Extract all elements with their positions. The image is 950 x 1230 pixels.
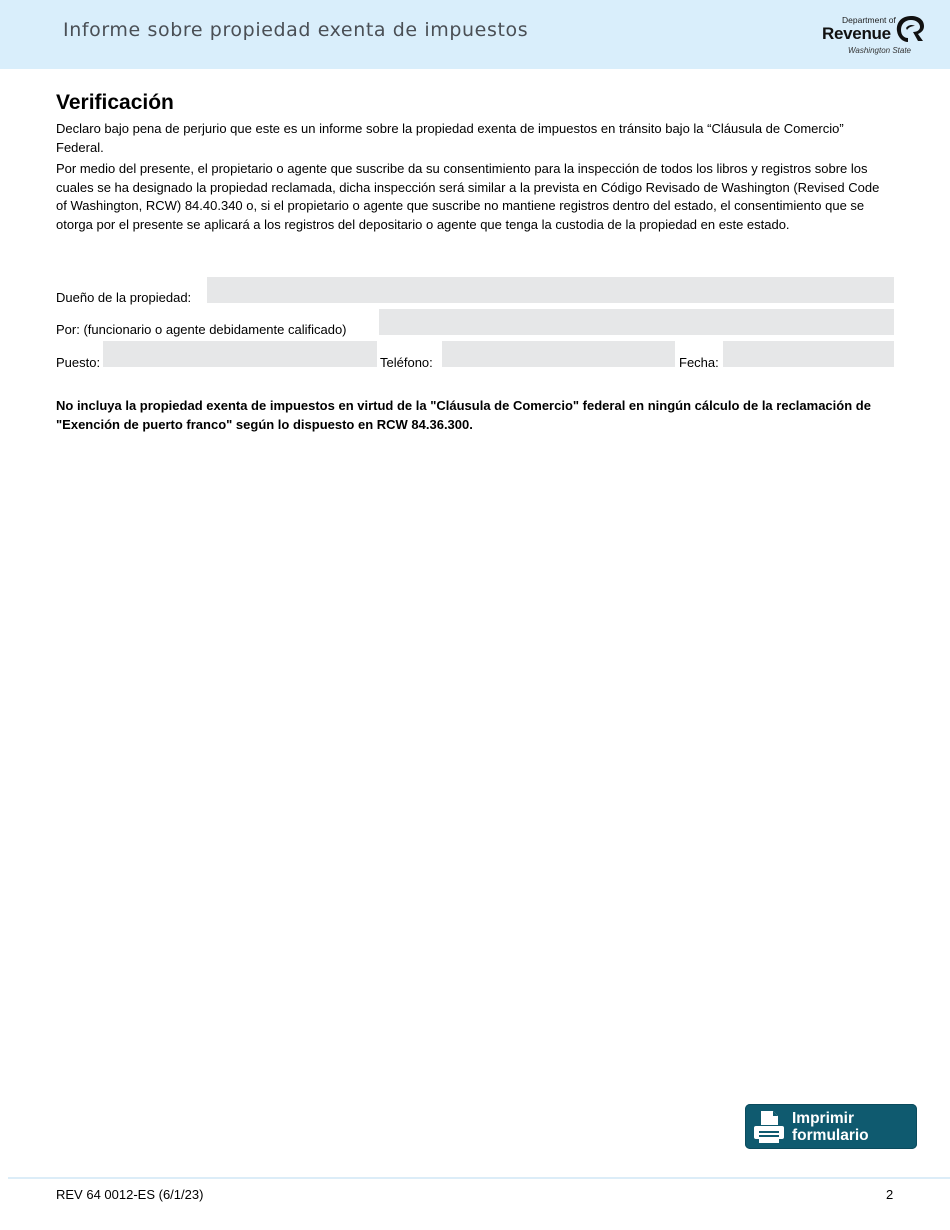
declaration-paragraph: Declaro bajo pena de perjurio que este es un informe sobre la propiedad exenta de impuestos en tránsito bajo la “Cláusula de Comercio” Federal. — [56, 121, 844, 155]
consent-paragraph: Por medio del presente, el propietario o agente que suscribe da su consentimiento para la inspección de todos los libros y registros sobre los cuales se ha designado la propiedad reclamada, dicha inspección será similar a la prevista en Código Revisado de Washington (Revised Code of Washington, RCW) 84.40.340 o, si el propietario o agente que suscribe no mantiene registros dentro del estado, el consentimiento que se otorga por el presente se aplicará a los registros del depositario o agente que tenga la custodia de la propiedad en este estado. — [56, 161, 880, 232]
footer-divider — [8, 1177, 950, 1179]
by-label: Por: (funcionario o agente debidamente calificado) — [56, 322, 347, 337]
by-officer-agent-field[interactable] — [379, 309, 894, 335]
owner-field[interactable] — [207, 277, 894, 303]
logo-line-department: Department of — [842, 15, 896, 25]
date-field[interactable] — [723, 341, 894, 367]
free-port-exemption-note: No incluya la propiedad exenta de impuestos en virtud de la "Cláusula de Comercio" federal en ningún cálculo de la reclamación de "Exención de puerto franco" según lo dispuesto en RCW 84.36.300. — [56, 398, 871, 432]
dor-logo-icon — [894, 14, 928, 44]
page-header — [0, 0, 950, 69]
position-field[interactable] — [103, 341, 377, 367]
logo-line-revenue: Revenue — [822, 24, 891, 43]
print-form-button[interactable] — [745, 1104, 917, 1149]
printer-icon — [751, 1109, 787, 1145]
print-label-line1: Imprimir — [792, 1110, 855, 1127]
logo-line-washington: Washington State — [848, 46, 912, 55]
form-id: REV 64 0012-ES (6/1/23) — [56, 1187, 204, 1202]
department-of-revenue-logo — [818, 13, 938, 59]
phone-label: Teléfono: — [380, 355, 433, 370]
owner-label: Dueño de la propiedad: — [56, 290, 192, 305]
section-title-verificacion: Verificación — [56, 91, 174, 114]
print-label-line2: formulario — [792, 1127, 869, 1144]
print-button-label — [792, 1110, 869, 1144]
date-label: Fecha: — [679, 355, 719, 370]
position-label: Puesto: — [56, 355, 101, 370]
page-number: 2 — [886, 1187, 894, 1202]
phone-field[interactable] — [442, 341, 675, 367]
header-title: Informe sobre propiedad exenta de impuestos — [63, 19, 529, 41]
